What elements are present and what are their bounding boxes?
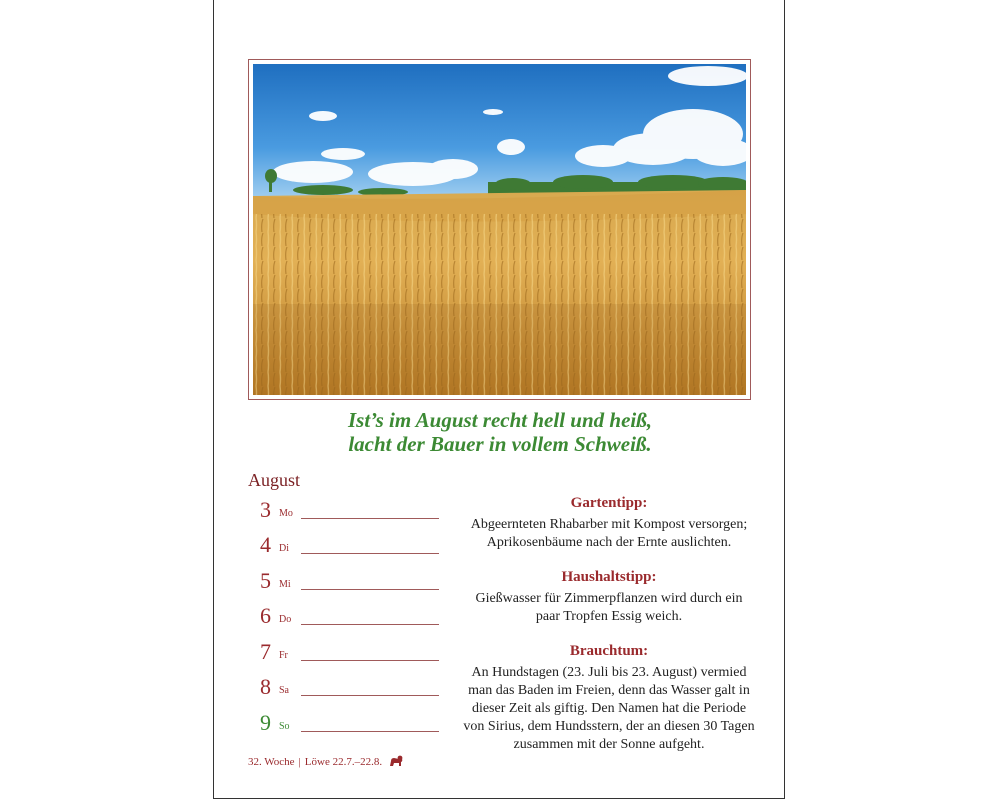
page-footer (248, 755, 404, 770)
day-row (248, 638, 448, 668)
note-line[interactable] (301, 624, 439, 625)
note-line[interactable] (301, 695, 439, 696)
lion-icon (388, 755, 404, 770)
tip-line: zusammen mit der Sonne aufgeht. (513, 737, 705, 752)
tip-line: paar Tropfen Essig weich. (535, 609, 683, 624)
photo-frame (248, 59, 751, 400)
tip-household (459, 568, 759, 626)
day-number: 5 (260, 568, 271, 593)
calendar-page (213, 0, 785, 799)
tip-line: Aprikosenbäume nach der Ernte auslichten. (486, 535, 732, 550)
day-number: 3 (260, 497, 271, 522)
tip-title: Brauchtum: (569, 643, 649, 659)
note-line[interactable] (301, 553, 439, 554)
tip-body (459, 590, 759, 626)
day-row (248, 602, 448, 632)
weekday-abbrev: Mi (279, 579, 291, 590)
weekday-abbrev: Do (279, 614, 292, 625)
tip-line: An Hundstagen (23. Juli bis 23. August) vermied (471, 665, 747, 680)
weekday-abbrev: Fr (279, 650, 288, 661)
tip-line: Gießwasser für Zimmerpflanzen wird durch ein (475, 591, 743, 606)
note-line[interactable] (301, 660, 439, 661)
tips-panel (459, 494, 759, 770)
day-row (248, 531, 448, 561)
note-line[interactable] (301, 731, 439, 732)
tip-body (459, 516, 759, 552)
proverb-line-1: Ist’s im August recht hell und heiß, (348, 408, 652, 432)
tip-line: man das Baden im Freien, denn das Wasser galt in (468, 683, 750, 698)
weekday-abbrev: Mo (279, 508, 293, 519)
tip-title: Haushaltstipp: (561, 569, 657, 585)
zodiac-sign: Löwe 22.7.–22.8. (304, 756, 383, 769)
proverb (214, 408, 786, 456)
day-row (248, 709, 448, 739)
tip-custom (459, 642, 759, 754)
note-line[interactable] (301, 518, 439, 519)
tip-line: Abgeernteten Rhabarber mit Kompost versorgen; (470, 517, 748, 532)
tip-garden (459, 494, 759, 552)
tip-line: von Sirius, dem Hundsstern, der an diesen 30 Tagen (463, 719, 755, 734)
day-number: 8 (260, 674, 271, 699)
weekday-abbrev: So (279, 721, 290, 732)
wheat-field-photo (253, 64, 746, 395)
weekday-abbrev: Di (279, 543, 289, 554)
week-number: 32. Woche (248, 756, 295, 769)
tip-title: Gartentipp: (570, 495, 648, 511)
note-line[interactable] (301, 589, 439, 590)
month-title: August (248, 470, 301, 490)
day-row (248, 567, 448, 597)
proverb-line-2: lacht der Bauer in vollem Schweiß. (348, 432, 652, 456)
day-number: 7 (260, 639, 271, 664)
footer-separator: | (298, 756, 301, 769)
tip-line: dieser Zeit als giftig. Den Namen hat die Periode (471, 701, 747, 716)
day-row (248, 496, 448, 526)
day-number: 4 (260, 532, 271, 557)
weekday-abbrev: Sa (279, 685, 289, 696)
day-number: 9 (260, 710, 271, 735)
tip-body (459, 664, 759, 754)
day-row (248, 673, 448, 703)
day-number: 6 (260, 603, 271, 628)
